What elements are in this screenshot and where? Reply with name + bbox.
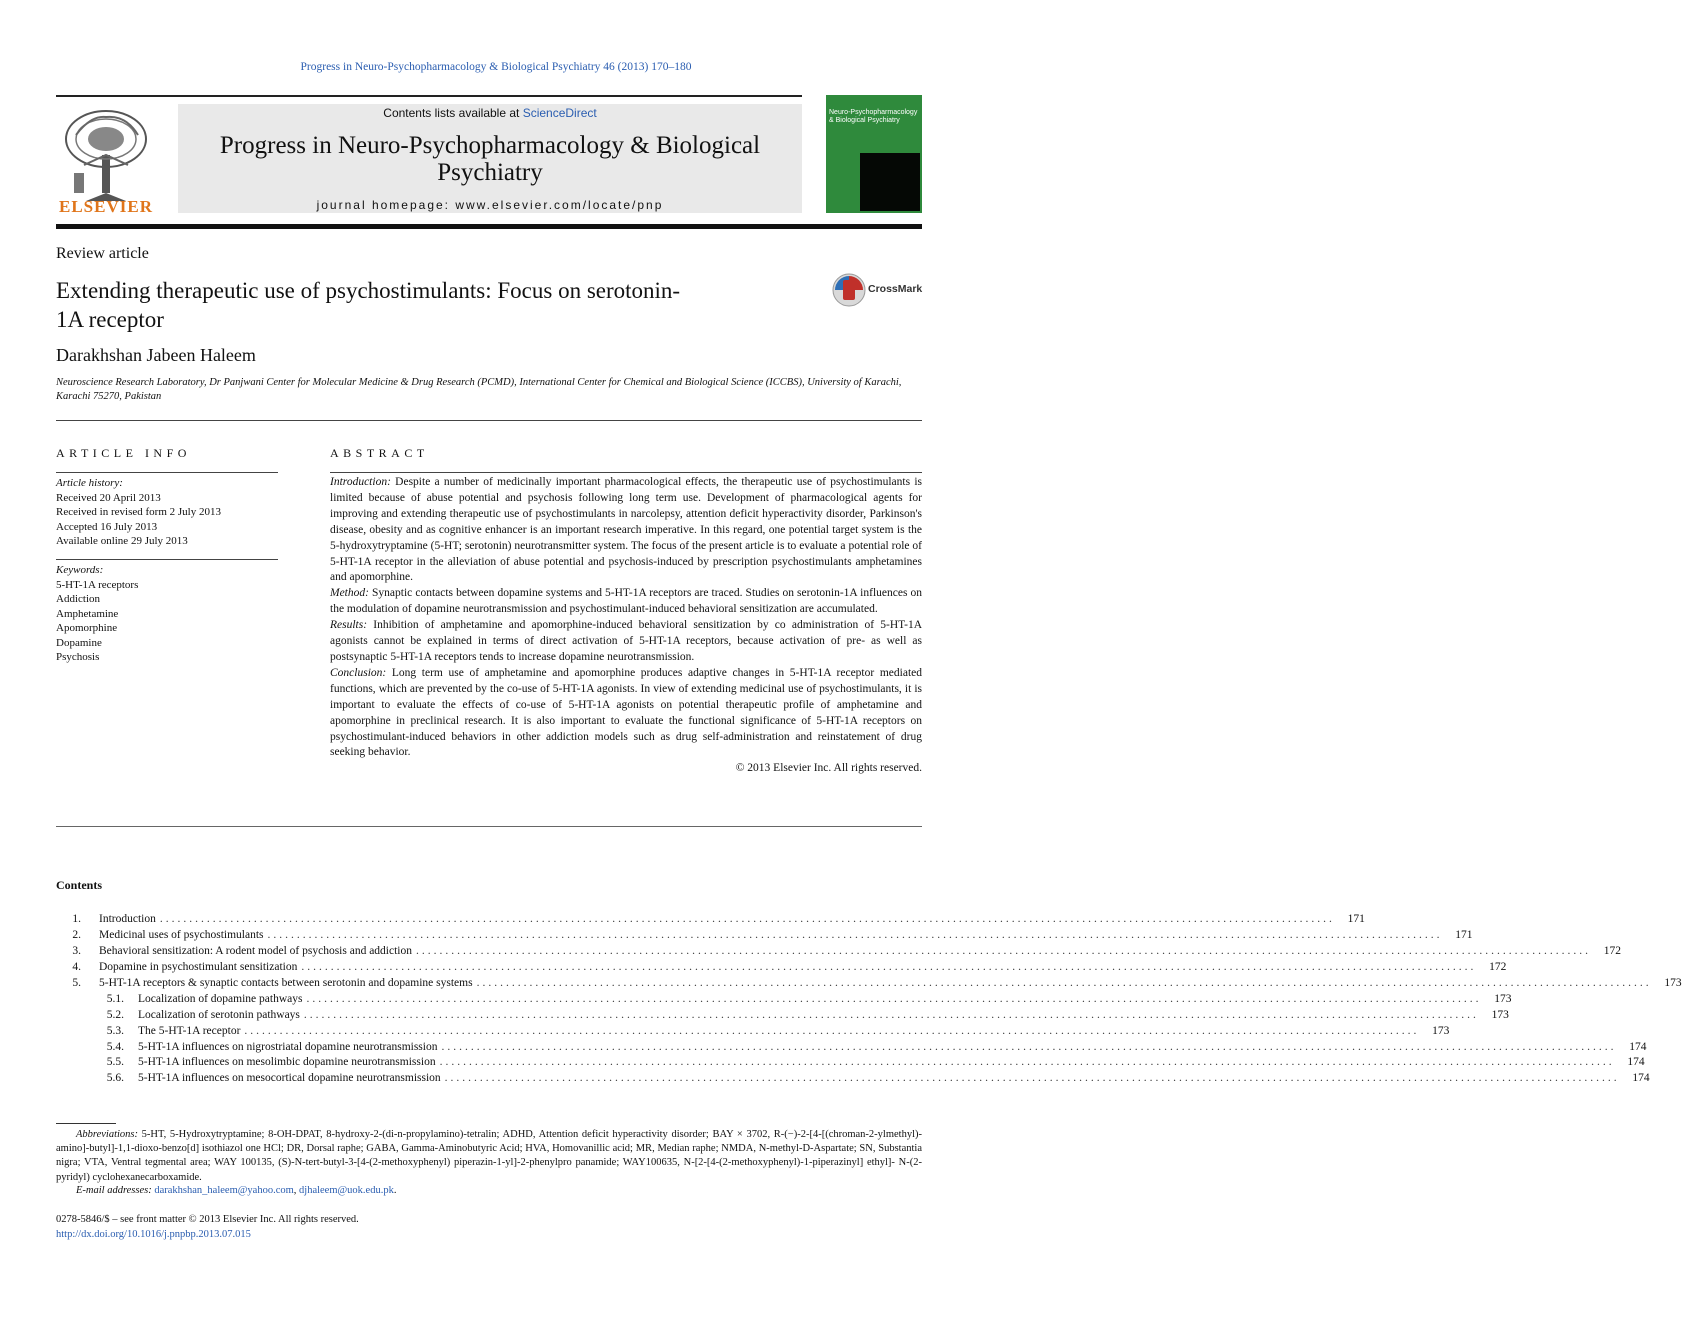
toc-leader: ........................................................................................................................................................................................................ — [441, 1040, 1617, 1053]
history-item: Available online 29 July 2013 — [56, 535, 188, 547]
table-of-contents — [56, 912, 1682, 1087]
toc-number: 5.6. — [106, 1072, 124, 1085]
email-link[interactable]: darakhshan_haleem@yahoo.com — [154, 1185, 294, 1196]
contents-heading: Contents — [56, 878, 103, 892]
keyword: Psychosis — [56, 651, 100, 663]
toc-leader: ........................................................................................................................................................................................................ — [476, 976, 1652, 989]
toc-leader: ........................................................................................................................................................................................................ — [244, 1024, 1420, 1037]
toc-item[interactable] — [56, 992, 1512, 1008]
keyword: Dopamine — [56, 636, 102, 649]
toc-page: 172 — [1603, 944, 1621, 957]
divider — [56, 826, 922, 827]
section-text: Despite a number of medicinally important pharmacological effects, the therapeutic use of psychostimulants is limited because of abuse potential and psychosis following long term use. Development of pharmacological agents for improving and extending therapeutic use of psychostimulants in narcolepsy, attention deficit hyperactivity disorder, Parkinson's disease, obesity and as cognitive enhancer is an important research imperative. In this regard, one potential target system is the 5-hydroxytryptamine (5-HT; serotonin) neurotransmitter system. The focus of the present article is to evaluate a potential role of 5-HT-1A receptor in the alleviation of abuse potential and psychosis-induced by prescription psychostimulants amphetamines and apomorphine. — [330, 476, 922, 584]
toc-title[interactable]: 5-HT-1A influences on mesocortical dopamine neurotransmission — [138, 1072, 441, 1085]
contents-prefix: Contents lists available at — [383, 106, 523, 120]
toc-title[interactable]: Localization of serotonin pathways — [138, 1008, 300, 1021]
article-title: Extending therapeutic use of psychostimulants: Focus on serotonin-1A receptor — [56, 278, 681, 332]
keywords — [56, 563, 138, 665]
toc-leader: ........................................................................................................................................................................................................ — [439, 1056, 1615, 1069]
history-label: Article history: — [56, 477, 123, 489]
abstract-introduction — [330, 475, 922, 586]
toc-title[interactable]: 5-HT-1A influences on nigrostriatal dopamine neurotransmission — [138, 1040, 438, 1053]
toc-leader: ........................................................................................................................................................................................................ — [444, 1072, 1620, 1085]
header-top-rule — [56, 95, 802, 97]
toc-item[interactable] — [56, 928, 1473, 944]
header-thick-rule — [56, 224, 922, 229]
toc-number: 5. — [72, 976, 81, 989]
toc-number: 5.1. — [106, 992, 124, 1005]
crossmark-label: CrossMark — [868, 283, 923, 295]
keyword: Apomorphine — [56, 622, 118, 634]
toc-page: 173 — [1432, 1024, 1450, 1037]
toc-number: 5.2. — [106, 1008, 124, 1021]
toc-number: 5.4. — [106, 1040, 124, 1053]
toc-page: 173 — [1491, 1008, 1509, 1021]
toc-title[interactable]: 5-HT-1A influences on mesolimbic dopamine neurotransmission — [138, 1056, 436, 1069]
toc-item[interactable] — [56, 1040, 1647, 1056]
toc-leader: ........................................................................................................................................................................................................ — [301, 960, 1477, 973]
toc-page: 174 — [1629, 1040, 1647, 1053]
toc-page: 174 — [1632, 1072, 1650, 1085]
toc-page: 171 — [1455, 928, 1473, 941]
toc-title[interactable]: Behavioral sensitization: A rodent model of psychosis and addiction — [99, 944, 412, 957]
divider — [56, 472, 278, 473]
divider — [56, 559, 278, 560]
toc-leader: ........................................................................................................................................................................................................ — [416, 944, 1591, 957]
email-separator: , — [293, 1185, 300, 1196]
toc-item[interactable] — [56, 944, 1621, 960]
doi-link[interactable]: http://dx.doi.org/10.1016/j.pnpbp.2013.07.015 — [56, 1229, 251, 1240]
toc-item[interactable] — [56, 1008, 1509, 1024]
toc-number: 2. — [72, 928, 81, 941]
section-text: Synaptic contacts between dopamine systems and 5-HT-1A receptors are traced. Studies on serotonin-1A influences on the modulation of dopamine neurotransmission and psychostimulant-induced behavioral sensitization are accumulated. — [330, 587, 922, 616]
crossmark-icon — [832, 272, 866, 308]
abstract-body — [330, 475, 922, 777]
keywords-label: Keywords: — [56, 564, 104, 576]
toc-leader: ........................................................................................................................................................................................................ — [159, 913, 1335, 925]
crossmark-badge[interactable] — [832, 272, 922, 308]
abstract-results — [330, 618, 922, 666]
section-text: Long term use of amphetamine and apomorphine produces adaptive changes in 5-HT-1A receptor mediated functions, which are prevented by the co-use of 5-HT-1A agonists. In view of extending medicinal use of psychostimulants, it is important to evaluate the effects of co-use of 5-HT-1A agonists on potential therapeutic profile of amphetamine and apomorphine in preclinical research. It is also important to evaluate the functional significance of 5-HT-1A receptors on psychostimulant-induced behaviors in other addiction models such as drug self-administration and reinstatement of drug seeking behavior. — [330, 666, 922, 759]
toc-title[interactable]: The 5-HT-1A receptor — [138, 1024, 241, 1037]
email-footnote — [76, 1185, 396, 1196]
abbreviations-text: 5-HT, 5-Hydroxytryptamine; 8-OH-DPAT, 8-hydroxy-2-(di-n-propylamino)-tetralin; ADHD, Attention deficit hyperactivity disorder; BAY × 3702, R-(−)-2-[4-[(chroman-2-ylmethyl)- amino]-butyl]-1,1-dioxo-benzo[d] isothiazol one HCl; DR, Dorsal raphe; GABA, Gamma-Aminobutyric Acid; HVA, Homovanillic acid; MR, Median raphe; NMDA, N-methyl-D-Aspartate; SN, Substantia nigra; VTA, Ventral tegmental area; WAY 100135, (S)-N-tert-butyl-3-[4-(2-methoxyphenyl) piperazin-1-yl]-2-phenylpro panamide; WAY100635, N-[2-[4-(2-methoxyphenyl)-1-piperazinyl] ethyl]- N-(2-pyridyl) cyclohexanecarboxamide. — [56, 1129, 922, 1183]
journal-homepage[interactable]: journal homepage: www.elsevier.com/locate/pnp — [316, 198, 664, 212]
toc-number: 3. — [72, 944, 81, 957]
toc-item[interactable] — [56, 976, 1682, 992]
abstract-copyright: © 2013 Elsevier Inc. All rights reserved. — [735, 762, 922, 775]
author-name: Darakhshan Jabeen Haleem — [56, 345, 256, 365]
toc-title[interactable]: Introduction — [99, 913, 156, 925]
abstract-heading: ABSTRACT — [330, 446, 429, 460]
toc-item[interactable] — [56, 1071, 1650, 1087]
toc-page: 172 — [1489, 960, 1507, 973]
toc-number: 5.5. — [106, 1056, 124, 1069]
footnote-rule — [56, 1123, 116, 1124]
journal-cover-image — [826, 95, 922, 213]
divider — [330, 472, 922, 473]
journal-title: Progress in Neuro-Psychopharmacology & Biological Psychiatry — [219, 132, 761, 186]
journal-citation[interactable]: Progress in Neuro-Psychopharmacology & Biological Psychiatry 46 (2013) 170–180 — [300, 61, 692, 73]
elsevier-wordmark: ELSEVIER — [59, 197, 153, 216]
section-text: Inhibition of amphetamine and apomorphine-induced behavioral sensitization by co administration of 5-HT-1A agonists cannot be explained in terms of direct activation of 5-HT-1A receptors, because activation of pre- as well as postsynaptic 5-HT-1A receptors tends to increase dopamine neurotransmission. — [330, 619, 922, 663]
abstract-conclusion — [330, 666, 922, 761]
section-label: Results: — [330, 619, 368, 632]
toc-item[interactable] — [56, 1055, 1645, 1071]
toc-item[interactable] — [56, 1024, 1450, 1040]
toc-title[interactable]: Medicinal uses of psychostimulants — [99, 928, 264, 941]
toc-page: 173 — [1494, 992, 1512, 1005]
cover-picture — [860, 153, 920, 211]
article-info-heading: ARTICLE INFO — [56, 446, 191, 460]
toc-title[interactable]: 5-HT-1A receptors & synaptic contacts between serotonin and dopamine systems — [99, 976, 473, 989]
article-history — [56, 476, 221, 549]
email-link[interactable]: djhaleem@uok.edu.pk — [299, 1185, 394, 1196]
keyword: Amphetamine — [56, 607, 119, 620]
email-label: E-mail addresses: — [76, 1185, 152, 1196]
toc-number: 4. — [72, 960, 81, 973]
toc-item[interactable] — [56, 912, 1365, 928]
issn-line: 0278-5846/$ – see front matter © 2013 Elsevier Inc. All rights reserved. — [56, 1214, 359, 1225]
history-item: Received in revised form 2 July 2013 — [56, 506, 221, 518]
sciencedirect-link[interactable]: ScienceDirect — [522, 106, 597, 120]
keyword: Addiction — [56, 593, 100, 605]
toc-page: 174 — [1627, 1056, 1645, 1069]
article-type: Review article — [56, 245, 149, 262]
keyword: 5-HT-1A receptors — [56, 578, 139, 591]
section-label: Conclusion: — [330, 666, 387, 679]
author-affiliation: Neuroscience Research Laboratory, Dr Panjwani Center for Molecular Medicine & Drug Research (PCMD), International Center for Chemical and Biological Science (ICCBS), University of Karachi, Karachi 75270, Pakistan — [56, 377, 902, 402]
toc-leader: ........................................................................................................................................................................................................ — [303, 1008, 1479, 1021]
email-end: . — [393, 1185, 397, 1196]
contents-available — [178, 106, 802, 120]
cover-title: Neuro-Psychopharmacology & Biological Psychiatry — [829, 109, 918, 124]
toc-item[interactable] — [56, 960, 1507, 976]
abstract-method — [330, 586, 922, 618]
toc-number: 5.3. — [106, 1024, 124, 1037]
toc-leader: ........................................................................................................................................................................................................ — [306, 992, 1482, 1005]
toc-page: 171 — [1347, 913, 1365, 925]
toc-page: 173 — [1664, 976, 1682, 989]
history-item: Received 20 April 2013 — [56, 491, 161, 504]
history-item: Accepted 16 July 2013 — [56, 520, 158, 533]
section-label: Introduction: — [330, 476, 391, 488]
abbreviations-label: Abbreviations: — [76, 1129, 139, 1140]
section-label: Method: — [330, 587, 369, 600]
abbreviations-footnote — [56, 1128, 922, 1185]
toc-number: 1. — [72, 913, 81, 925]
toc-title[interactable]: Localization of dopamine pathways — [138, 992, 303, 1005]
divider — [56, 420, 922, 421]
toc-title[interactable]: Dopamine in psychostimulant sensitization — [99, 960, 298, 973]
toc-leader: ........................................................................................................................................................................................................ — [267, 928, 1443, 941]
